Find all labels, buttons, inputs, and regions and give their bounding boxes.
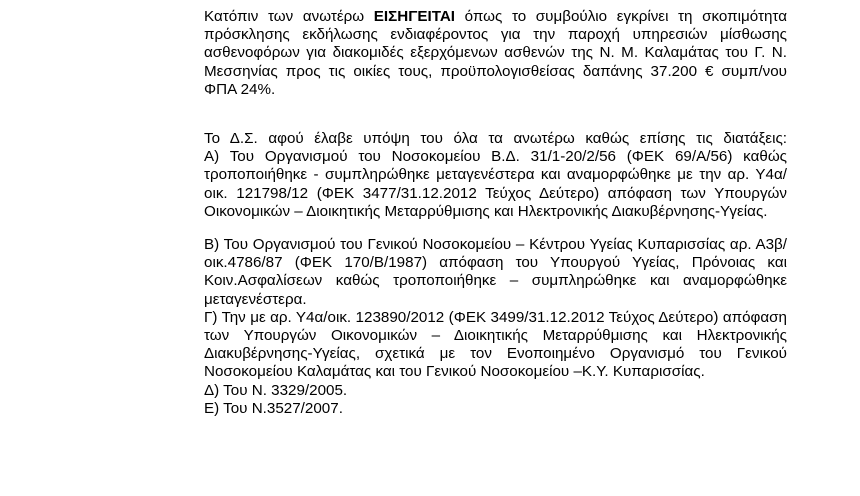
spacer [204, 221, 787, 236]
provision-b: Β) Του Οργανισμού του Γενικού Νοσοκομείου – Κέντρου Υγείας Κυπαρισσίας αρ. Α3β/οικ.4786/87 (ΦΕΚ 170/Β/1987) απόφαση του Υπουργού Υγείας, Πρόνοιας και Κοιν.Ασφαλίσεων καθώς τροποποιήθηκε – συμπληρώθηκε και αναμορφώθηκε μεταγενέστερα. [204, 236, 787, 308]
provision-a: Α) Του Οργανισμού του Νοσοκομείου Β.Δ. 31/1-20/2/56 (ΦΕΚ 69/Α/56) καθώς τροποποιήθηκε - συμπληρώθηκε μεταγενέστερα και αναμορφώθηκε με την αρ. Υ4α/οικ. 121798/12 (ΦΕΚ 3477/31.12.2012 Τεύχος Δεύτερο) απόφαση των Υπουργών Οικονομικών – Διοικητικής Μεταρρύθμισης και Ηλεκτρονικής Διακυβέρνησης-Υγείας. [204, 148, 787, 220]
provision-e: Ε) Του Ν.3527/2007. [204, 399, 343, 417]
spacer [204, 99, 787, 130]
board-intro: Το Δ.Σ. αφού έλαβε υπόψη του όλα τα ανωτέρω καθώς επίσης τις διατάξεις: [204, 130, 787, 148]
proposal-lead: Κατόπιν των ανωτέρω [204, 8, 365, 25]
provision-c: Γ) Την με αρ. Υ4α/οικ. 123890/2012 (ΦΕΚ 3499/31.12.2012 Τεύχος Δεύτερο) απόφαση των Υπουργών Οικονομικών – Διοικητικής Μεταρρύθμισης και Ηλεκτρονικής Διακυβέρνησης-Υγείας, σχετικά με τον Ενοποιημένο Οργανισμό του Γενικού Νοσοκομείου Καλαμάτας και του Γενικού Νοσοκομείου –Κ.Υ. Κυπαρισσίας. [204, 308, 787, 381]
proposal-paragraph [204, 8, 787, 99]
document-body [204, 8, 787, 418]
proposal-keyword: ΕΙΣΗΓΕΙΤΑΙ [373, 8, 456, 25]
provision-d: Δ) Του Ν. 3329/2005. [204, 381, 348, 399]
proposal-text: όπως το συμβούλιο εγκρίνει τη σκοπιμότητα πρόσκλησης εκδήλωσης ενδιαφέροντος για την παροχή υπηρεσιών μίσθωσης ασθενοφόρων για διακομιδές εξερχόμενων ασθενών της Ν. Μ. Καλαμάτας του Γ. Ν. Μεσσηνίας προς τις οικίες τους, προϋπολογισθείσας δαπάνης 37.200 € συμπ/νου ΦΠΑ 24%. [204, 8, 787, 98]
